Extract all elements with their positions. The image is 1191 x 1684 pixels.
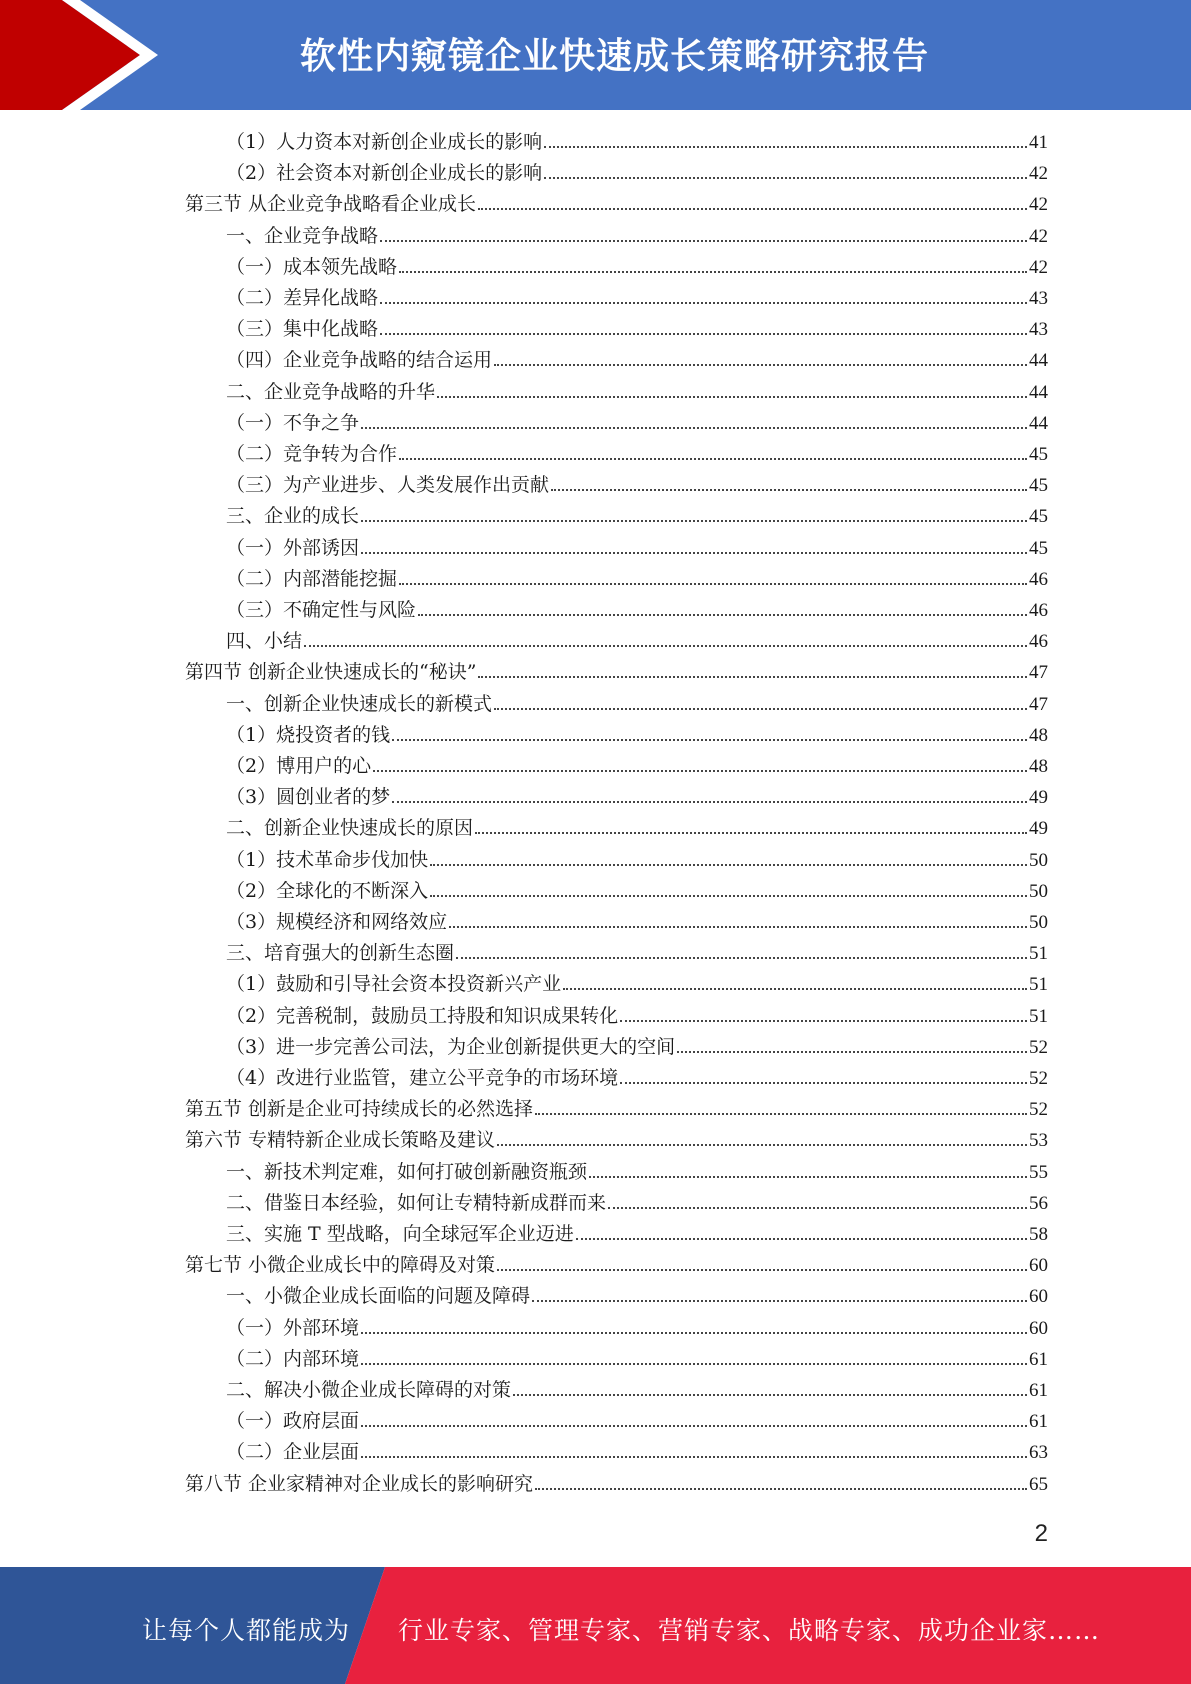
toc-entry-title: （2）博用户的心 bbox=[226, 755, 372, 777]
toc-entry-title: （3）进一步完善公司法，为企业创新提供更大的空间 bbox=[226, 1035, 676, 1058]
toc-entry-title: 三、企业的成长 bbox=[226, 505, 360, 528]
toc-dot-leader bbox=[535, 1112, 1027, 1115]
toc-dot-leader bbox=[399, 270, 1027, 273]
toc-entry-page: 61 bbox=[1029, 1380, 1048, 1401]
toc-entry[interactable] bbox=[185, 1470, 1048, 1498]
toc-entry[interactable] bbox=[226, 565, 1048, 593]
toc-entry-page: 56 bbox=[1029, 1192, 1048, 1214]
toc-dot-leader bbox=[494, 363, 1027, 366]
toc-entry[interactable] bbox=[226, 877, 1048, 905]
toc-entry-title: （1）烧投资者的钱 bbox=[226, 723, 391, 746]
toc-dot-leader bbox=[380, 301, 1027, 304]
header-banner bbox=[0, 0, 1191, 110]
toc-entry-page: 44 bbox=[1029, 412, 1048, 434]
toc-entry-title: （1）鼓励和引导社会资本投资新兴产业 bbox=[226, 973, 562, 996]
toc-dot-leader bbox=[430, 863, 1027, 866]
toc-entry[interactable] bbox=[226, 596, 1048, 624]
toc-dot-leader bbox=[544, 145, 1027, 148]
toc-entry[interactable] bbox=[226, 159, 1048, 187]
toc-entry-page: 50 bbox=[1029, 880, 1048, 902]
toc-dot-leader bbox=[361, 1424, 1027, 1427]
toc-entry-page: 53 bbox=[1029, 1130, 1048, 1152]
toc-dot-leader bbox=[576, 1237, 1027, 1240]
footer-slogan-left: 让每个人都能成为 bbox=[142, 1616, 351, 1645]
toc-entry-title: 一、企业竞争战略 bbox=[226, 224, 379, 247]
toc-entry-title: （1）技术革命步伐加快 bbox=[226, 848, 429, 871]
toc-dot-leader bbox=[304, 644, 1027, 647]
toc-dot-leader bbox=[497, 1143, 1027, 1146]
toc-dot-leader bbox=[589, 1175, 1027, 1178]
toc-dot-leader bbox=[478, 207, 1027, 210]
toc-dot-leader bbox=[361, 1362, 1027, 1365]
toc-entry-page: 44 bbox=[1029, 350, 1048, 372]
toc-entry-page: 43 bbox=[1029, 288, 1048, 309]
toc-dot-leader bbox=[361, 1331, 1027, 1334]
toc-entry-title: （一）成本领先战略 bbox=[226, 255, 398, 278]
footer-banner bbox=[0, 1567, 1191, 1684]
toc-entry[interactable] bbox=[226, 1282, 1048, 1310]
toc-entry[interactable] bbox=[226, 346, 1048, 374]
toc-entry-title: （四）企业竞争战略的结合运用 bbox=[226, 349, 493, 372]
toc-entry[interactable] bbox=[226, 1376, 1048, 1404]
toc-entry[interactable] bbox=[226, 284, 1048, 312]
toc-dot-leader bbox=[563, 987, 1027, 990]
toc-entry[interactable] bbox=[226, 128, 1048, 156]
toc-dot-leader bbox=[677, 1050, 1027, 1053]
toc-dot-leader bbox=[361, 519, 1027, 522]
toc-entry-title: 四、小结 bbox=[226, 630, 303, 653]
toc-entry-page: 50 bbox=[1029, 912, 1048, 933]
toc-entry-page: 41 bbox=[1029, 132, 1048, 153]
toc-dot-leader bbox=[608, 1206, 1027, 1209]
toc-entry[interactable] bbox=[226, 908, 1048, 936]
toc-entry[interactable] bbox=[226, 690, 1048, 718]
toc-entry[interactable] bbox=[226, 1314, 1048, 1342]
toc-entry-page: 60 bbox=[1029, 1286, 1048, 1308]
toc-entry[interactable] bbox=[185, 658, 1048, 686]
toc-entry[interactable] bbox=[226, 1158, 1048, 1186]
header-chevron-decoration bbox=[0, 0, 160, 110]
toc-entry-title: （一）政府层面 bbox=[226, 1410, 360, 1433]
toc-dot-leader bbox=[373, 769, 1027, 772]
toc-entry-title: （二）内部环境 bbox=[226, 1347, 360, 1370]
toc-entry-title: 三、实施 T 型战略，向全球冠军企业迈进 bbox=[226, 1223, 574, 1245]
toc-entry-page: 52 bbox=[1029, 1068, 1048, 1089]
toc-entry-title: 二、企业竞争战略的升华 bbox=[226, 380, 436, 403]
toc-entry-page: 61 bbox=[1029, 1411, 1048, 1433]
toc-entry-title: （二）竞争转为合作 bbox=[226, 443, 398, 465]
toc-entry-page: 42 bbox=[1029, 163, 1048, 185]
toc-dot-leader bbox=[497, 1268, 1027, 1271]
toc-entry[interactable] bbox=[185, 1126, 1048, 1154]
toc-entry-page: 48 bbox=[1029, 756, 1048, 777]
toc-entry-page: 45 bbox=[1029, 475, 1048, 497]
toc-entry-title: （一）外部环境 bbox=[226, 1316, 360, 1339]
toc-entry-page: 42 bbox=[1029, 225, 1048, 247]
toc-entry-page: 45 bbox=[1029, 506, 1048, 528]
toc-entry[interactable] bbox=[226, 1438, 1048, 1466]
toc-entry[interactable] bbox=[226, 1002, 1048, 1030]
toc-entry-title: 第六节 专精特新企业成长策略及建议 bbox=[185, 1129, 496, 1152]
toc-entry[interactable] bbox=[226, 534, 1048, 562]
toc-entry[interactable] bbox=[226, 502, 1048, 530]
toc-entry-page: 60 bbox=[1029, 1255, 1048, 1277]
toc-entry-title: （2）全球化的不断深入 bbox=[226, 879, 429, 902]
toc-entry[interactable] bbox=[185, 1095, 1048, 1123]
toc-entry-page: 46 bbox=[1029, 631, 1048, 653]
toc-entry-title: （二）差异化战略 bbox=[226, 287, 379, 309]
page-number: 2 bbox=[1034, 1520, 1048, 1547]
toc-entry-page: 49 bbox=[1029, 787, 1048, 809]
toc-dot-leader bbox=[532, 1299, 1027, 1302]
toc-entry-page: 61 bbox=[1029, 1348, 1048, 1370]
toc-entry-page: 47 bbox=[1029, 662, 1048, 684]
toc-entry[interactable] bbox=[226, 222, 1048, 250]
toc-dot-leader bbox=[494, 707, 1027, 710]
toc-entry-title: 二、借鉴日本经验，如何让专精特新成群而来 bbox=[226, 1191, 607, 1214]
toc-dot-leader bbox=[392, 800, 1027, 803]
toc-dot-leader bbox=[551, 488, 1027, 491]
toc-entry-page: 51 bbox=[1029, 974, 1048, 996]
footer-slogan-right: 行业专家、管理专家、营销专家、战略专家、成功企业家…… bbox=[398, 1616, 1101, 1645]
toc-entry-title: 一、新技术判定难，如何打破创新融资瓶颈 bbox=[226, 1160, 588, 1183]
toc-dot-leader bbox=[361, 551, 1027, 554]
toc-entry[interactable] bbox=[226, 409, 1048, 437]
toc-entry-title: 一、小微企业成长面临的问题及障碍 bbox=[226, 1285, 531, 1308]
toc-entry-page: 63 bbox=[1029, 1442, 1048, 1464]
toc-entry-title: 第七节 小微企业成长中的障碍及对策 bbox=[185, 1254, 496, 1277]
toc-entry-title: （二）内部潜能挖掘 bbox=[226, 567, 398, 590]
toc-entry-title: （1）人力资本对新创企业成长的影响 bbox=[226, 131, 543, 153]
toc-entry-page: 65 bbox=[1029, 1473, 1048, 1495]
toc-entry[interactable] bbox=[226, 471, 1048, 499]
toc-entry[interactable] bbox=[226, 1345, 1048, 1373]
toc-entry[interactable] bbox=[226, 814, 1048, 842]
toc-dot-leader bbox=[544, 176, 1027, 179]
toc-dot-leader bbox=[478, 675, 1027, 678]
toc-dot-leader bbox=[513, 1393, 1027, 1396]
toc-entry[interactable] bbox=[226, 253, 1048, 281]
toc-entry[interactable] bbox=[226, 783, 1048, 811]
toc-entry-page: 42 bbox=[1029, 256, 1048, 278]
toc-entry-page: 48 bbox=[1029, 724, 1048, 746]
toc-dot-leader bbox=[620, 1081, 1027, 1084]
toc-dot-leader bbox=[361, 426, 1027, 429]
toc-entry-page: 50 bbox=[1029, 849, 1048, 871]
toc-entry-page: 47 bbox=[1029, 693, 1048, 715]
toc-entry-page: 46 bbox=[1029, 568, 1048, 590]
toc-entry[interactable] bbox=[226, 315, 1048, 343]
toc-entry-title: （2）社会资本对新创企业成长的影响 bbox=[226, 162, 543, 185]
toc-entry-title: （三）不确定性与风险 bbox=[226, 599, 417, 621]
toc-entry-title: （三）集中化战略 bbox=[226, 318, 379, 341]
toc-entry-page: 45 bbox=[1029, 444, 1048, 465]
toc-dot-leader bbox=[430, 894, 1027, 897]
toc-entry-page: 52 bbox=[1029, 1036, 1048, 1058]
toc-entry-page: 60 bbox=[1029, 1317, 1048, 1339]
toc-entry[interactable] bbox=[226, 440, 1048, 468]
toc-entry-page: 43 bbox=[1029, 319, 1048, 341]
toc-entry[interactable] bbox=[226, 1189, 1048, 1217]
toc-entry-title: 第四节 创新企业快速成长的“秘诀” bbox=[185, 661, 477, 684]
toc-dot-leader bbox=[475, 831, 1027, 834]
toc-entry-title: （一）不争之争 bbox=[226, 411, 360, 434]
toc-dot-leader bbox=[380, 239, 1027, 242]
toc-dot-leader bbox=[392, 738, 1027, 741]
toc-dot-leader bbox=[456, 956, 1027, 959]
report-title: 软性内窥镜企业快速成长策略研究报告 bbox=[300, 36, 930, 77]
toc-entry[interactable] bbox=[226, 1407, 1048, 1435]
toc-entry-title: 第八节 企业家精神对企业成长的影响研究 bbox=[185, 1472, 534, 1495]
toc-dot-leader bbox=[399, 582, 1027, 585]
toc-entry[interactable] bbox=[185, 1251, 1048, 1279]
toc-entry-title: 第五节 创新是企业可持续成长的必然选择 bbox=[185, 1098, 534, 1121]
toc-entry-title: （一）外部诱因 bbox=[226, 536, 360, 559]
toc-entry-page: 46 bbox=[1029, 600, 1048, 621]
toc-dot-leader bbox=[361, 1455, 1027, 1458]
toc-entry-title: （3）圆创业者的梦 bbox=[226, 786, 391, 809]
toc-entry[interactable] bbox=[226, 721, 1048, 749]
toc-entry-title: 第三节 从企业竞争战略看企业成长 bbox=[185, 193, 477, 216]
toc-dot-leader bbox=[418, 613, 1027, 616]
toc-entry-title: （4）改进行业监管，建立公平竞争的市场环境 bbox=[226, 1067, 619, 1089]
toc-entry-title: 二、解决小微企业成长障碍的对策 bbox=[226, 1379, 512, 1401]
toc-entry-page: 45 bbox=[1029, 537, 1048, 559]
toc-entry[interactable] bbox=[226, 846, 1048, 874]
toc-entry-title: （2）完善税制，鼓励员工持股和知识成果转化 bbox=[226, 1004, 619, 1027]
toc-entry-page: 44 bbox=[1029, 381, 1048, 403]
toc-entry-page: 55 bbox=[1029, 1161, 1048, 1183]
toc-entry-title: 二、创新企业快速成长的原因 bbox=[226, 817, 474, 840]
toc-entry-title: 三、培育强大的创新生态圈 bbox=[226, 942, 455, 965]
toc-entry[interactable] bbox=[226, 1033, 1048, 1061]
toc-entry[interactable] bbox=[226, 378, 1048, 406]
toc-entry[interactable] bbox=[226, 1220, 1048, 1248]
toc-entry[interactable] bbox=[226, 752, 1048, 780]
toc-entry[interactable] bbox=[226, 970, 1048, 998]
toc-entry[interactable] bbox=[226, 627, 1048, 655]
toc-entry-title: （三）为产业进步、人类发展作出贡献 bbox=[226, 474, 550, 497]
toc-entry-page: 58 bbox=[1029, 1224, 1048, 1245]
toc-entry[interactable] bbox=[226, 1064, 1048, 1092]
toc-entry-page: 42 bbox=[1029, 194, 1048, 216]
toc-entry-title: （3）规模经济和网络效应 bbox=[226, 911, 448, 933]
toc-entry-title: （二）企业层面 bbox=[226, 1441, 360, 1464]
toc-dot-leader bbox=[620, 1019, 1027, 1022]
toc-entry-page: 49 bbox=[1029, 818, 1048, 840]
toc-dot-leader bbox=[449, 925, 1027, 928]
toc-dot-leader bbox=[535, 1487, 1027, 1490]
toc-entry-page: 52 bbox=[1029, 1099, 1048, 1121]
toc-entry[interactable] bbox=[185, 190, 1048, 218]
toc-dot-leader bbox=[437, 395, 1027, 398]
toc-entry[interactable] bbox=[226, 939, 1048, 967]
toc-entry-page: 51 bbox=[1029, 943, 1048, 965]
toc-entry-page: 51 bbox=[1029, 1005, 1048, 1027]
toc-dot-leader bbox=[380, 332, 1027, 335]
toc-entry-title: 一、创新企业快速成长的新模式 bbox=[226, 692, 493, 715]
toc-dot-leader bbox=[399, 457, 1027, 460]
